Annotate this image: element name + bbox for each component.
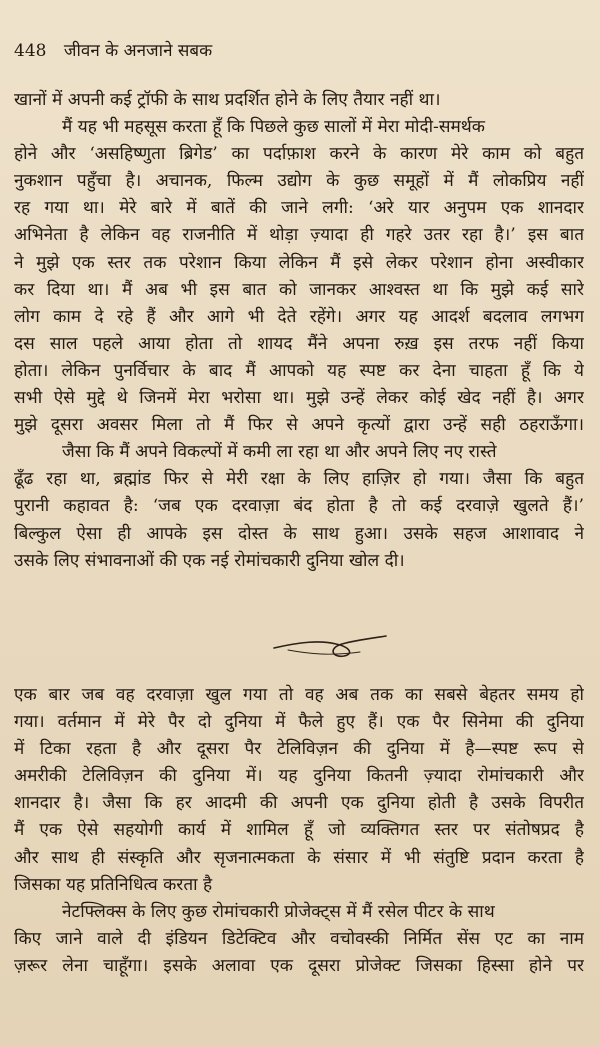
text-line: किए जाने वाले दी इंडियन डिटेक्टिव और वचोवस्की निर्मित सेंस एट का नाम: [14, 928, 584, 949]
text-block-2: [14, 682, 584, 980]
text-line: सभी ऐसे मुद्दे थे जिनमें मेरा भरोसा था। मुझे उन्हें लेकर कोई खेद नहीं है। अगर: [14, 388, 584, 409]
text-line: शानदार है। जैसा कि हर आदमी की अपनी एक दुनिया होती है उसके विपरीत: [14, 793, 584, 814]
page-number: 448: [14, 41, 47, 61]
ornament-divider-icon: [270, 632, 390, 664]
text-line: नुकशान पहुँचा है। अचानक, फिल्म उद्योग के कुछ समूहों में मैं लोकप्रिय नहीं: [14, 171, 584, 192]
page-header: [14, 40, 212, 62]
text-line: होने और ‘असहिष्णुता ब्रिगेड’ का पर्दाफ़ाश करने के कारण मेरे काम को बहुत: [14, 144, 584, 165]
text-line: दस साल पहले आया होता तो शायद मैंने अपना रुख़ इस तरफ नहीं किया: [14, 333, 584, 354]
text-line: मुझे दूसरा अवसर मिला तो मैं फिर से अपने कृत्यों द्वारा उन्हें सही ठहराऊँगा।: [14, 415, 584, 436]
text-line: में टिका रहता है और दूसरा पैर टेलिविज़न की दुनिया में है—स्पष्ट रूप से: [14, 739, 584, 760]
text-line: कर दिया था। मैं अब भी इस बात को जानकर आश्वस्त था कि मुझे कई सारे: [14, 279, 584, 300]
text-line: एक बार जब वह दरवाज़ा खुल गया तो वह अब तक का सबसे बेहतर समय हो: [14, 685, 584, 705]
text-line: मैं यह भी महसूस करता हूँ कि पिछले कुछ सालों में मेरा मोदी-समर्थक: [62, 117, 485, 138]
text-line: और साथ ही संस्कृति और सृजनात्मकता के संसार में भी संतुष्टि प्रदान करता है: [14, 847, 584, 868]
text-line: होता। लेकिन पुनर्विचार के बाद मैं आपको यह स्पष्ट कर देना चाहता हूँ कि ये: [14, 360, 584, 381]
text-line: गया। वर्तमान में मेरे पैर दो दुनिया में फैले हुए हैं। एक पैर सिनेमा की दुनिया: [14, 712, 584, 733]
text-line: लोग काम दे रहे हैं और आगे भी देते रहेंगे। अगर यह आदर्श बदलाव लगभग: [14, 306, 584, 327]
text-line: अमरीकी टेलिविज़न की दुनिया में। यह दुनिया कितनी ज़्यादा रोमांचकारी और: [14, 766, 584, 787]
text-line: मैं एक ऐसे सहयोगी कार्य में शामिल हूँ जो व्यक्तिगत स्तर पर संतोषप्रद है: [14, 820, 584, 841]
running-title: जीवन के अनजाने सबक: [63, 41, 213, 61]
text-line: खानों में अपनी कई ट्रॉफी के साथ प्रदर्शित होने के लिए तैयार नहीं था।: [14, 90, 441, 110]
text-line: रह गया था। मेरे बारे में बातें की जाने लगी: ‘अरे यार अनुपम एक शानदार: [14, 198, 584, 219]
text-line: बिल्कुल ऐसा ही आपके इस दोस्त के साथ हुआ। उसके सहज आशावाद ने: [14, 523, 584, 544]
text-block-1: [14, 87, 584, 575]
text-line: नेटफ्लिक्स के लिए कुछ रोमांचकारी प्रोजेक्ट्स में मैं रसेल पीटर के साथ: [62, 901, 495, 922]
text-line: ने मुझे एक स्तर तक परेशान किया लेकिन मैं इसे लेकर परेशान होना अस्वीकार: [14, 252, 584, 273]
text-line: उसके लिए संभावनाओं की एक नई रोमांचकारी दुनिया खोल दी।: [14, 550, 405, 571]
text-line: ज़रूर लेना चाहूँगा। इसके अलावा एक दूसरा प्रोजेक्ट जिसका हिस्सा होने पर: [14, 955, 584, 976]
text-line: पुरानी कहावत है: ‘जब एक दरवाज़ा बंद होता है तो कई दरवाज़े खुलते हैं।’: [14, 496, 584, 517]
text-line: ढूँढ रहा था, ब्रह्मांड फिर से मेरी रक्षा के लिए हाज़िर हो गया। जैसा कि बहुत: [14, 469, 584, 490]
text-line: जिसका यह प्रतिनिधित्व करता है: [14, 874, 213, 895]
text-line: अभिनेता है लेकिन वह राजनीति में थोड़ा ज़्यादा ही गहरे उतर रहा है।’ इस बात: [14, 225, 584, 246]
text-line: जैसा कि मैं अपने विकल्पों में कमी ला रहा था और अपने लिए नए रास्ते: [62, 442, 497, 463]
